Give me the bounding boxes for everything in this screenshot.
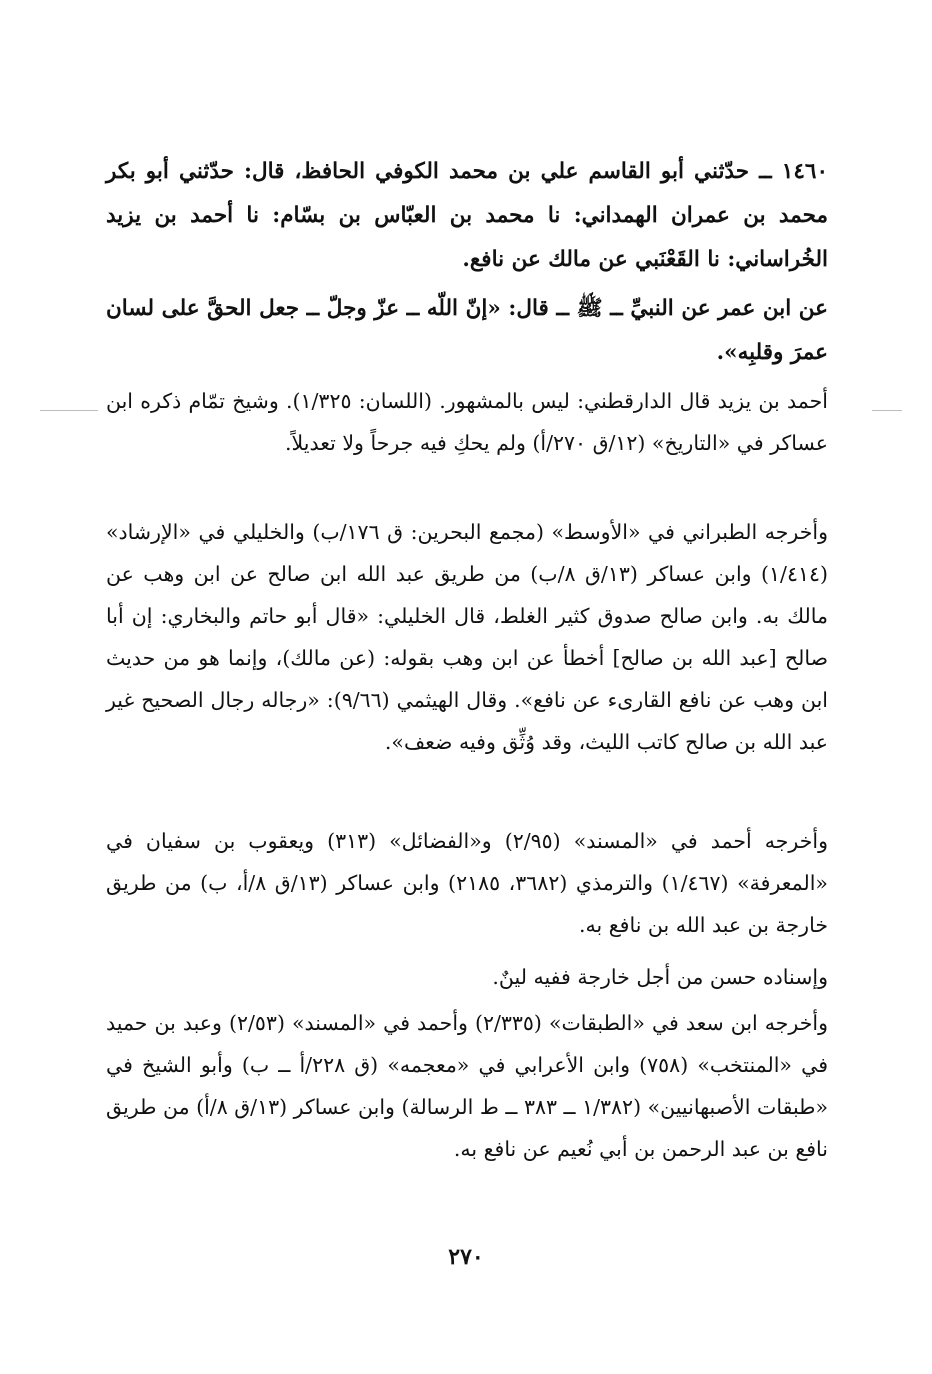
commentary-paragraph xyxy=(106,380,828,464)
commentary-text: أحمد بن يزيد قال الدارقطني: ليس بالمشهور. (اللسان: ١/٣٢٥). وشيخ تمّام ذكره ابن عساكر في «التاريخ» (١٢/ق ٢٧٠/أ) ولم يحكِ فيه جرحاً ولا تعديلاً. xyxy=(106,389,828,455)
hadith-isnad xyxy=(106,150,828,282)
commentary-paragraph xyxy=(106,1002,828,1170)
commentary-paragraph xyxy=(106,511,828,763)
commentary-text: وإسناده حسن من أجل خارجة ففيه لينٌ. xyxy=(492,965,828,989)
page-number: ٢٧٠ xyxy=(448,1244,484,1270)
commentary-paragraph xyxy=(106,820,828,946)
hadith-matn-text: عن ابن عمر عن النبيِّ ــ ﷺ ــ قال: «إنّ اللّه ــ عزّ وجلّ ــ جعل الحقَّ على لسان عمرَ وقلبِه». xyxy=(106,296,828,365)
hadith-isnad-text: ١٤٦٠ ــ حدّثني أبو القاسم علي بن محمد الكوفي الحافظ، قال: حدّثني أبو بكر محمد بن عمران الهمداني: نا محمد بن العبّاس بن بسّام: نا أحمد بن يزيد الخُراساني: نا القَعْنَبي عن مالك عن نافع. xyxy=(106,159,828,272)
commentary-paragraph xyxy=(106,956,828,998)
hadith-matn xyxy=(106,287,828,375)
commentary-text: وأخرجه أحمد في «المسند» (٢/٩٥) و«الفضائل» (٣١٣) ويعقوب بن سفيان في «المعرفة» (١/٤٦٧) والترمذي (٣٦٨٢، ٢١٨٥) وابن عساكر (١٣/ق ٨/أ، ب) من طريق خارجة بن عبد الله بن نافع به. xyxy=(106,829,828,937)
commentary-text: وأخرجه الطبراني في «الأوسط» (مجمع البحرين: ق ١٧٦/ب) والخليلي في «الإرشاد» (١/٤١٤) وابن عساكر (١٣/ق ٨/ب) من طريق عبد الله ابن صالح عن ابن وهب عن مالك به. وابن صالح صدوق كثير الغلط، قال الخليلي: «قال أبو حاتم والبخاري: إن أبا صالح [عبد الله بن صالح] أخطأ عن ابن وهب بقوله: (عن مالك)، وإنما هو من حديث ابن وهب عن نافع القارىء عن نافع». وقال الهيثمي (٩/٦٦): «رجاله رجال الصحيح غير عبد الله بن صالح كاتب الليث، وقد وُثِّق وفيه ضعف». xyxy=(106,520,828,754)
commentary-text: وأخرجه ابن سعد في «الطبقات» (٢/٣٣٥) وأحمد في «المسند» (٢/٥٣) وعبد بن حميد في «المنتخب» (٧٥٨) وابن الأعرابي في «معجمه» (ق ٢٢٨/أ ــ ب) وأبو الشيخ في «طبقات الأصبهانيين» (١/٣٨٢ ــ ٣٨٣ ــ ط الرسالة) وابن عساكر (١٣/ق ٨/أ) من طريق نافع بن عبد الرحمن بن أبي نُعيم عن نافع به. xyxy=(106,1011,829,1161)
margin-rule-left xyxy=(40,410,98,411)
margin-rule-right xyxy=(872,410,902,411)
